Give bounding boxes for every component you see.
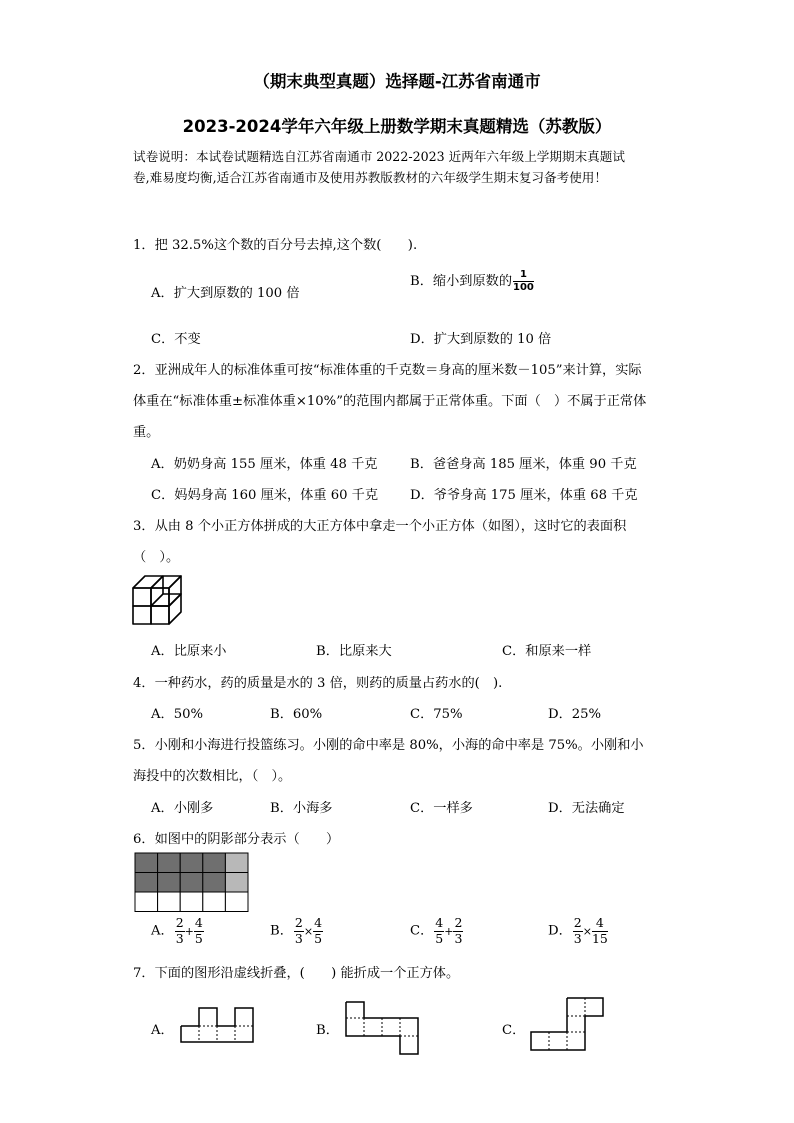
fraction: [194, 917, 204, 945]
fraction-numerator: 4: [592, 917, 608, 932]
q1-option-d: D．扩大到原数的 10 倍: [410, 332, 552, 347]
q2-option-d: D．爷爷身高 175 厘米，体重 68 千克: [410, 488, 638, 503]
fraction-numerator: 4: [314, 915, 323, 930]
fraction-denominator: 15: [591, 930, 608, 946]
q6-option-c: [410, 917, 464, 945]
q3-option-a: A．比原来小: [151, 644, 227, 659]
title-line-1: （期末典型真题）选择题-江苏省南通市: [253, 72, 541, 91]
q2-stem-line-2: 体重在“标准体重±标准体重×10%”的范围内都属于正常体重。下面（ ）不属于正常体: [133, 394, 647, 409]
q4-stem: 4．一种药水，药的质量是水的 3 倍，则药的质量占药水的( ).: [133, 676, 503, 691]
q6-option-d: [548, 917, 609, 945]
grid-cell: [135, 853, 158, 873]
q5-option-c: C．一样多: [410, 801, 473, 816]
fraction-denominator: 100: [513, 282, 534, 293]
q2-stem-line-1: 2．亚洲成年人的标准体重可按“标准体重的千克数＝身高的厘米数－105”来计算，实际: [133, 363, 642, 378]
q2-option-a: A．奶奶身高 155 厘米，体重 48 千克: [151, 457, 378, 472]
grid-cell: [180, 892, 203, 912]
q2-stem-line-3: 重。: [133, 425, 160, 440]
fraction-denominator: 5: [194, 930, 203, 946]
fraction-numerator: 1: [513, 270, 534, 282]
grid-cell: [225, 853, 248, 873]
fraction: [294, 917, 304, 945]
description-line-2: 卷,难易度均衡,适合江苏省南通市及使用苏教版教材的六年级学生期末复习备考使用！: [133, 170, 607, 185]
q5-option-b: B．小海多: [270, 801, 333, 816]
q3-option-c: C．和原来一样: [502, 644, 592, 659]
operator: ×: [303, 924, 314, 938]
q3-cube-figure: [131, 574, 191, 626]
grid-cell: [203, 873, 226, 893]
q7-stem: 7．下面的图形沿虚线折叠，( ) 能折成一个正方体。: [133, 966, 460, 981]
q5-option-a: A．小刚多: [151, 801, 214, 816]
grid-cell: [158, 873, 181, 893]
q7-option-c: C．: [502, 1023, 526, 1038]
grid-cell: [180, 873, 203, 893]
q4-option-c: C．75%: [410, 707, 463, 722]
q7-net-a: [179, 1004, 255, 1046]
grid-cell: [135, 892, 158, 912]
fraction: [313, 917, 323, 945]
q1-option-c: C．不变: [151, 332, 201, 347]
q6-option-c-label: C．: [410, 923, 434, 939]
fraction-denominator: 5: [314, 930, 323, 946]
q6-option-b-label: B．: [270, 923, 293, 939]
fraction: [434, 917, 444, 945]
operator: +: [444, 924, 454, 938]
grid-cell: [225, 873, 248, 893]
q3-option-b: B．比原来大: [316, 644, 392, 659]
q4-option-d: D．25%: [548, 707, 602, 722]
fraction-numerator: 4: [194, 915, 203, 930]
fraction-numerator: 2: [454, 915, 463, 930]
fraction-numerator: 2: [175, 915, 184, 930]
grid-cell: [158, 892, 181, 912]
fraction-denominator: 3: [573, 930, 582, 946]
q5-stem-line-2: 海投中的次数相比，（ ）。: [133, 769, 292, 784]
q7-option-b: B．: [316, 1023, 339, 1038]
grid-cell: [203, 892, 226, 912]
fraction-numerator: 2: [573, 915, 582, 930]
q1-option-b-fraction: [513, 270, 534, 293]
fraction-denominator: 3: [175, 930, 184, 946]
fraction-denominator: 3: [454, 930, 463, 946]
q6-option-b: [270, 917, 324, 945]
fraction-denominator: 5: [435, 930, 444, 946]
q7-option-a: A．: [151, 1023, 174, 1038]
q1-option-b-label: B．缩小到原数的: [410, 274, 513, 289]
grid-cell: [180, 853, 203, 873]
fraction: [175, 917, 185, 945]
q1-stem: 1．把 32.5%这个数的百分号去掉,这个数( ).: [133, 238, 418, 253]
grid-cell: [225, 892, 248, 912]
q6-grid-figure: [134, 852, 250, 914]
grid-cell: [203, 853, 226, 873]
fraction-numerator: 2: [294, 915, 303, 930]
q7-net-c: [529, 996, 605, 1054]
q5-stem-line-1: 5．小刚和小海进行投篮练习。小刚的命中率是 80%，小海的命中率是 75%。小刚和小: [133, 738, 644, 753]
operator: +: [184, 924, 194, 938]
fraction: [573, 917, 583, 945]
q6-option-a-label: A．: [151, 923, 174, 939]
q7-net-b: [344, 1000, 420, 1058]
grid-cell: [158, 853, 181, 873]
q2-option-c: C．妈妈身高 160 厘米，体重 60 千克: [151, 488, 379, 503]
fraction: [592, 917, 608, 945]
grid-cell: [135, 873, 158, 893]
q6-stem: 6．如图中的阴影部分表示（ ）: [133, 832, 340, 847]
q1-option-a: A．扩大到原数的 100 倍: [151, 286, 300, 301]
description-line-1: 试卷说明：本试卷试题精选自江苏省南通市 2022-2023 近两年六年级上学期期末真题试: [133, 149, 625, 164]
q4-option-b: B．60%: [270, 707, 323, 722]
fraction: [453, 917, 463, 945]
q6-option-a: [151, 917, 205, 945]
fraction-numerator: 4: [435, 915, 444, 930]
q5-option-d: D．无法确定: [548, 801, 625, 816]
q4-option-a: A．50%: [151, 707, 204, 722]
q1-option-b: [410, 270, 535, 293]
q3-stem-line-2: （ ）。: [133, 550, 180, 565]
operator: ×: [582, 924, 592, 938]
fraction-denominator: 3: [294, 930, 303, 946]
q2-option-b: B．爸爸身高 185 厘米，体重 90 千克: [410, 457, 637, 472]
title-line-2: 2023-2024学年六年级上册数学期末真题精选（苏教版）: [182, 117, 612, 136]
q6-option-d-label: D．: [548, 923, 572, 939]
q3-stem-line-1: 3．从由 8 个小正方体拼成的大正方体中拿走一个小正方体（如图），这时它的表面积: [133, 519, 627, 534]
